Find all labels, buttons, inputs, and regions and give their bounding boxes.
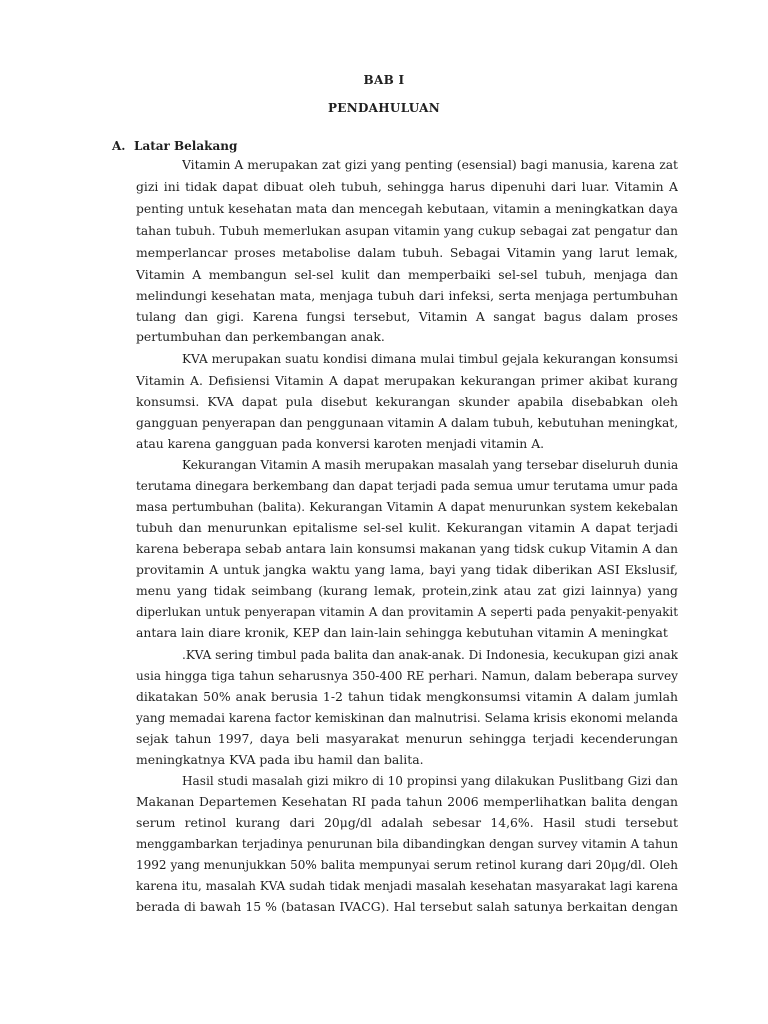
paragraph-line: meningkatnya KVA pada ibu hamil dan balita. — [136, 752, 424, 767]
chapter-number: BAB I — [363, 73, 405, 87]
paragraph-line: sejak tahun 1997, daya beli masyarakat menurun sehingga terjadi kecenderungan — [136, 731, 678, 746]
paragraph-line: .KVA sering timbul pada balita dan anak-anak. Di Indonesia, kecukupan gizi anak — [182, 648, 678, 662]
paragraph-line: yang memadai karena factor kemiskinan dan malnutrisi. Selama krisis ekonomi melanda — [136, 711, 678, 725]
paragraph-line: tulang dan gigi. Karena fungsi tersebut, Vitamin A sangat bagus dalam proses — [136, 309, 678, 324]
section-heading — [112, 139, 237, 153]
paragraph-line: gizi ini tidak dapat dibuat oleh tubuh, sehingga harus dipenuhi dari luar. Vitamin A — [136, 179, 678, 194]
paragraph-line: tahan tubuh. Tubuh memerlukan asupan vitamin yang cukup sebagai zat pengatur dan — [136, 224, 678, 238]
section-letter: A. — [112, 139, 126, 153]
paragraph-line: Vitamin A. Defisiensi Vitamin A dapat merupakan kekurangan primer akibat kurang — [136, 373, 678, 388]
paragraph-line: Hasil studi masalah gizi mikro di 10 propinsi yang dilakukan Puslitbang Gizi dan — [182, 774, 678, 788]
section-title: Latar Belakang — [134, 139, 238, 153]
paragraph-line: antara lain diare kronik, KEP dan lain-lain sehingga kebutuhan vitamin A meningkat — [136, 625, 668, 640]
paragraph-line: Makanan Departemen Kesehatan RI pada tahun 2006 memperlihatkan balita dengan — [136, 794, 678, 809]
paragraph-line: provitamin A untuk jangka waktu yang lama, bayi yang tidak diberikan ASI Ekslusif, — [136, 562, 678, 577]
paragraph-line: menggambarkan terjadinya penurunan bila dibandingkan dengan survey vitamin A tahun — [136, 837, 678, 851]
paragraph-line: karena itu, masalah KVA sudah tidak menjadi masalah kesehatan masyarakat lagi karena — [136, 879, 678, 893]
chapter-title: PENDAHULUAN — [327, 101, 441, 115]
paragraph-line: memperlancar proses metabolise dalam tubuh. Sebagai Vitamin yang larut lemak, — [136, 245, 678, 260]
paragraph-line: Kekurangan Vitamin A masih merupakan masalah yang tersebar diseluruh dunia — [182, 458, 678, 472]
paragraph-line: diperlukan untuk penyerapan vitamin A dan provitamin A seperti pada penyakit-penyakit — [136, 605, 678, 619]
paragraph-line: 1992 yang menunjukkan 50% balita mempunyai serum retinol kurang dari 20μg/dl. Oleh — [136, 858, 678, 872]
paragraph-line: atau karena gangguan pada konversi karoten menjadi vitamin A. — [136, 436, 545, 451]
paragraph-line: Vitamin A merupakan zat gizi yang penting (esensial) bagi manusia, karena zat — [182, 158, 678, 172]
paragraph-line: konsumsi. KVA dapat pula disebut kekurangan skunder apabila disebabkan oleh — [136, 394, 678, 409]
paragraph-line: masa pertumbuhan (balita). Kekurangan Vitamin A dapat menurunkan system kekebalan — [136, 500, 678, 514]
paragraph-line: berada di bawah 15 % (batasan IVACG). Hal tersebut salah satunya berkaitan dengan — [136, 899, 678, 914]
paragraph-line: serum retinol kurang dari 20μg/dl adalah sebesar 14,6%. Hasil studi tersebut — [136, 815, 678, 830]
paragraph-line: gangguan penyerapan dan penggunaan vitamin A dalam tubuh, kebutuhan meningkat, — [136, 416, 678, 430]
paragraph-line: usia hingga tiga tahun seharusnya 350-400 RE perhari. Namun, dalam beberapa survey — [136, 669, 678, 683]
paragraph-line: terutama dinegara berkembang dan dapat terjadi pada semua umur terutama umur pada — [136, 479, 678, 493]
paragraph-line: melindungi kesehatan mata, menjaga tubuh dari infeksi, serta menjaga pertumbuhan — [136, 288, 678, 303]
paragraph-line: penting untuk kesehatan mata dan mencegah kebutaan, vitamin a meningkatkan daya — [136, 202, 678, 216]
paragraph-line: menu yang tidak seimbang (kurang lemak, protein,zink atau zat gizi lainnya) yang — [136, 583, 678, 598]
paragraph-line: tubuh dan menurunkan epitalisme sel-sel kulit. Kekurangan vitamin A dapat terjadi — [136, 520, 678, 535]
paragraph-line: KVA merupakan suatu kondisi dimana mulai timbul gejala kekurangan konsumsi — [182, 352, 678, 366]
paragraph-line: Vitamin A membangun sel-sel kulit dan memperbaiki sel-sel tubuh, menjaga dan — [136, 267, 678, 282]
paragraph-line: pertumbuhan dan perkembangan anak. — [136, 329, 385, 344]
paragraph-line: dikatakan 50% anak berusia 1-2 tahun tidak mengkonsumsi vitamin A dalam jumlah — [136, 689, 678, 704]
paragraph-line: karena beberapa sebab antara lain konsumsi makanan yang tidsk cukup Vitamin A dan — [136, 542, 678, 556]
